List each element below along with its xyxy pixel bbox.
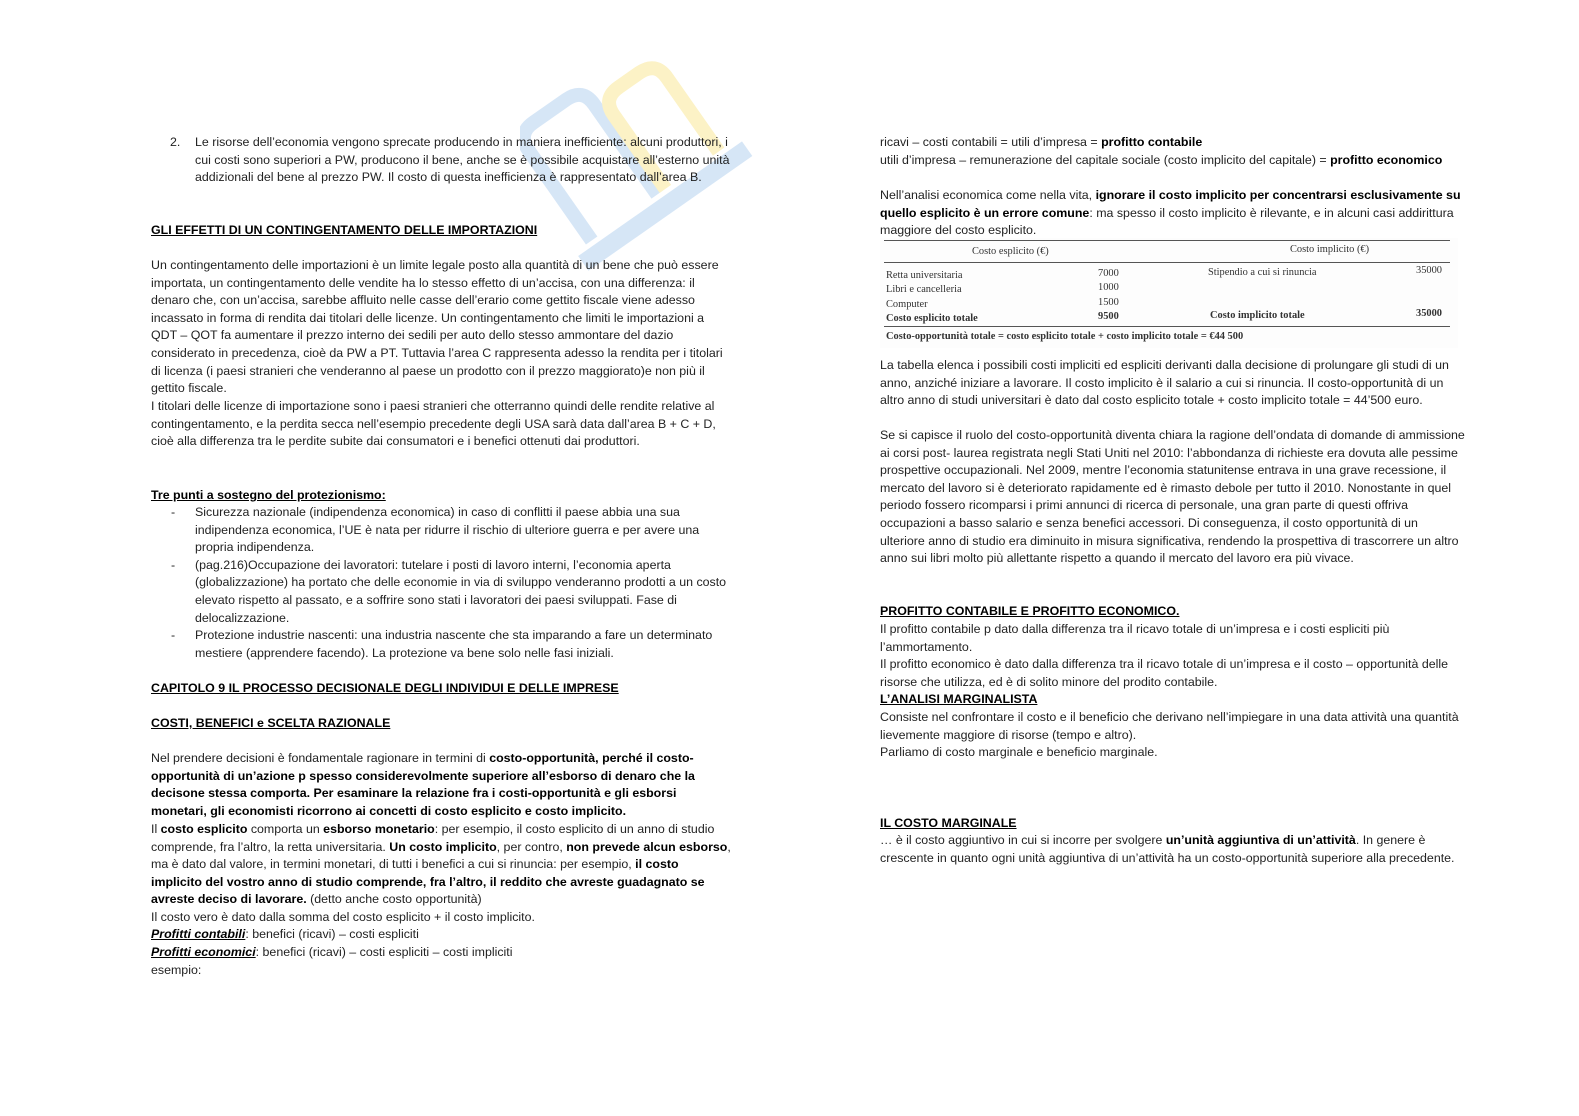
paragraph-costo-marginale: … è il costo aggiuntivo in cui si incorre per svolgere un’unità aggiuntiva di un’attività. In genere è crescente in quanto ogni unità aggiuntiva di un’attività ha un costo-opportunità superiore alla precedente. <box>880 833 1455 865</box>
table-implicit-total-label: Costo implicito totale <box>1210 310 1305 321</box>
bullet-dash: - <box>171 557 176 572</box>
table-header-implicit: Costo implicito (€) <box>1290 244 1370 255</box>
formula-profitto-economico: utili d’impresa – remunerazione del capitale sociale (costo implicito del capitale) = profitto economico <box>880 153 1443 167</box>
list-item: - (pag.216)Occupazione dei lavoratori: tutelare i posti di lavoro interni, l’economia aperta (globalizzazione) ha portato che delle economie in via di sviluppo venderanno prodotti a un costo elevato rispetto al passato, e a soffrire sono stati i lavoratori dei paesi sviluppati. Fase di delocalizzazione. <box>171 557 727 625</box>
item-text: Le risorse dell’economia vengono sprecate producendo in maniera inefficiente: alcuni produttori, i cui costi sono superiori a PW, producono il bene, anche se è possibile acquistare all’esterno unità addizionali del bene al prezzo PW. Il costo di questa inefficienza è rappresentato dall’area B. <box>195 135 730 185</box>
table-header-explicit: Costo esplicito (€) <box>972 246 1049 257</box>
table-row-label: Libri e cancelleria <box>886 284 962 295</box>
heading-costo-marginale: IL COSTO MARGINALE <box>880 816 1017 830</box>
paragraph-errore-comune: Nell’analisi economica come nella vita, ignorare il costo implicito per concentrarsi esclusivamente su quello esplicito è un errore comune: ma spesso il costo implicito è rilevante, e in alcuni casi addirittura maggiore del costo esplicito. <box>880 188 1461 238</box>
list-item: - Protezione industrie nascenti: una industria nascente che sta imparando a fare un determinato mestiere (apprendere facendo). La protezione va bene solo nelle fasi iniziali. <box>171 628 713 660</box>
heading-tre-punti: Tre punti a sostegno del protezionismo: <box>151 488 386 502</box>
heading-costi-benefici: COSTI, BENEFICI e SCELTA RAZIONALE <box>151 716 391 730</box>
list-item: - Sicurezza nazionale (indipendenza economica) in caso di conflitti il paese abbia una sua indipendenza economica, l’UE è nata per ridurre il rischio di ulteriore guerra e per avere una propria indipendenza. <box>171 505 700 555</box>
table-total-value: 9500 <box>1098 311 1119 322</box>
bullet-dash: - <box>171 628 176 643</box>
bullet-dash: - <box>171 505 176 519</box>
protezionismo-list <box>151 504 731 662</box>
paragraph-costo-esplicito: Il costo esplicito comporta un esborso monetario: per esempio, il costo esplicito di un anno di studio comprende, fra l’altro, la retta universitaria. Un costo implicito, per contro, non prevede alcun esborso, ma è dato dal valore, in termini monetari, di tutti i benefici a cui si rinuncia: per esempio, il costo implicito del vostro anno di studio comprende, fra l’altro, il reddito che avreste guadagnato se avreste deciso di lavorare. (detto anche costo opportunità) <box>151 822 731 907</box>
paragraph-analisi-1: Consiste nel confrontare il costo e il beneficio che derivano nell’impiegare in una data attività una quantità lievemente maggiore di risorse (tempo e altro). <box>880 710 1459 742</box>
table-row-label: Retta universitaria <box>886 270 963 281</box>
heading-profitto: PROFITTO CONTABILE E PROFITTO ECONOMICO. <box>880 604 1180 618</box>
table-implicit-label: Stipendio a cui si rinuncia <box>1208 267 1317 278</box>
formula-profitto-contabile: ricavi – costi contabili = utili d’impresa = profitto contabile <box>880 135 1203 149</box>
paragraph-decisioni: Nel prendere decisioni è fondamentale ragionare in termini di costo-opportunità, perché il costo-opportunità di un’azione p spesso considerevolmente superiore all’esborso di denaro che la decisone stessa comporta. Per esaminare la relazione fra i costi-opportunità e gli esborsi monetari, gli economisti ricorrono ai concetti di costo esplicito e costo implicito. <box>151 751 695 818</box>
table-row-value: 7000 <box>1098 268 1119 279</box>
heading-contingentamento: GLI EFFETTI DI UN CONTINGENTAMENTO DELLE IMPORTAZIONI <box>151 223 538 237</box>
paragraph-ruolo-costo-opportunita: Se si capisce il ruolo del costo-opportunità diventa chiara la ragione dell’ondata di domande di ammissione ai corsi post- laurea registrata negli Stati Uniti nel 2010: l’abbondanza di richieste era dovuta alle pessime prospettive occupazionali. Nel 2009, mentre l’economia statunitense entrava in una grave recessione, il mercato del lavoro si è deteriorato rapidamente ed è rimasto debole per tutto il 2010. Nonostante in quel periodo fossero ricomparsi i primi annunci di ricerca di personale, una gran parte di questi offriva occupazioni a basso salario e senza benefici accessori. Di conseguenza, il costo opportunità di un ulteriore anno di studio era diminuito in misura significativa, rendendo la prospettiva di trascorrere un altro anno sui libri molto più allettante rispetto a quando il mercato del lavoro era più vivace. <box>880 428 1465 566</box>
table-row-value: 1500 <box>1098 297 1119 308</box>
profitti-contabili-line: Profitti contabili: benefici (ricavi) – costi espliciti <box>151 927 419 941</box>
item-number: 2. <box>170 135 181 149</box>
paragraph-analisi-2: Parliamo di costo marginale e beneficio marginale. <box>880 745 1158 759</box>
paragraph-profitto-economico: Il profitto economico è dato dalla differenza tra il ricavo totale di un’impresa e il costo – opportunità delle risorse che utilizza, ed è di solito minore del prodito contabile. <box>880 657 1448 689</box>
profitti-economici-line: Profitti economici: benefici (ricavi) – costi espliciti – costi impliciti <box>151 945 513 959</box>
paragraph-costo-vero: Il costo vero è dato dalla somma del costo esplicito + il costo implicito. <box>151 910 535 924</box>
cost-table <box>880 238 1458 348</box>
paragraph-tabella: La tabella elenca i possibili costi impliciti ed espliciti derivanti dalla decisione di prolungare gli studi di un anno, anziché iniziare a lavorare. Il costo implicito è il salario a cui si rinuncia. Il costo-opportunità di un altro anno di studi universitari è dato dal costo esplicito totale + costo implicito totale = 44’500 euro. <box>880 358 1449 408</box>
bold-text: costo-opportunità, perché il costo-opportunità di un’azione p spesso considerevolmente superiore all’esborso di denaro che la decisone stessa comporta. Per esaminare la relazione fra i costi-opportunità e gli esborsi monetari, gli economisti ricorrono ai concetti di costo esplicito e costo implicito. <box>151 751 695 818</box>
heading-capitolo-9: CAPITOLO 9 IL PROCESSO DECISIONALE DEGLI INDIVIDUI E DELLE IMPRESE <box>151 681 619 695</box>
paragraph-contingentamento-1: Un contingentamento delle importazioni è un limite legale posto alla quantità di un bene che può essere importata, un contingentamento delle vendite ha lo stesso effetto di un’accisa, con una differenza: il denaro che, con un’accisa, sarebbe affluito nelle casse dell’erario come gettito fiscale viene adesso incassato in forma di rendita dai titolari delle licenze. Un contingentamento che limiti le importazioni a QDT – QOT fa aumentare il prezzo interno dei sedili per auto dello stesso ammontare del dazio considerato in precedenza, cioè da PW a PT. Tuttavia l’area C rappresenta adesso la rendita per i titolari di licenza (i paesi stranieri che venderanno al paese un prodotto con il prezzo maggiorato)e non più il gettito fiscale. <box>151 258 723 396</box>
table-implicit-value: 35000 <box>1416 265 1442 276</box>
heading-analisi-marginalista: L’ANALISI MARGINALISTA <box>880 692 1038 706</box>
table-footer: Costo-opportunità totale = costo esplicito totale + costo implicito totale = €44 500 <box>886 331 1244 342</box>
table-total-label: Costo esplicito totale <box>886 313 978 324</box>
table-implicit-total-value: 35000 <box>1416 308 1442 319</box>
paragraph-contingentamento-2: I titolari delle licenze di importazione sono i paesi stranieri che otterranno quindi delle rendite relative al contingentamento, e la perdita secca nell’esempio precedente degli USA sarà data dall’area B + C + D, cioè alla differenza tra le perdite subite dai consumatori e i benefici ottenuti dai produttori. <box>151 399 716 449</box>
table-row-label: Computer <box>886 299 928 310</box>
numbered-item-2 <box>170 134 730 187</box>
paragraph-profitto-contabile: Il profitto contabile p dato dalla differenza tra il ricavo totale di un’impresa e i costi espliciti più l’ammortamento. <box>880 622 1390 654</box>
table-row-value: 1000 <box>1098 282 1119 293</box>
esempio-label: esempio: <box>151 963 202 977</box>
